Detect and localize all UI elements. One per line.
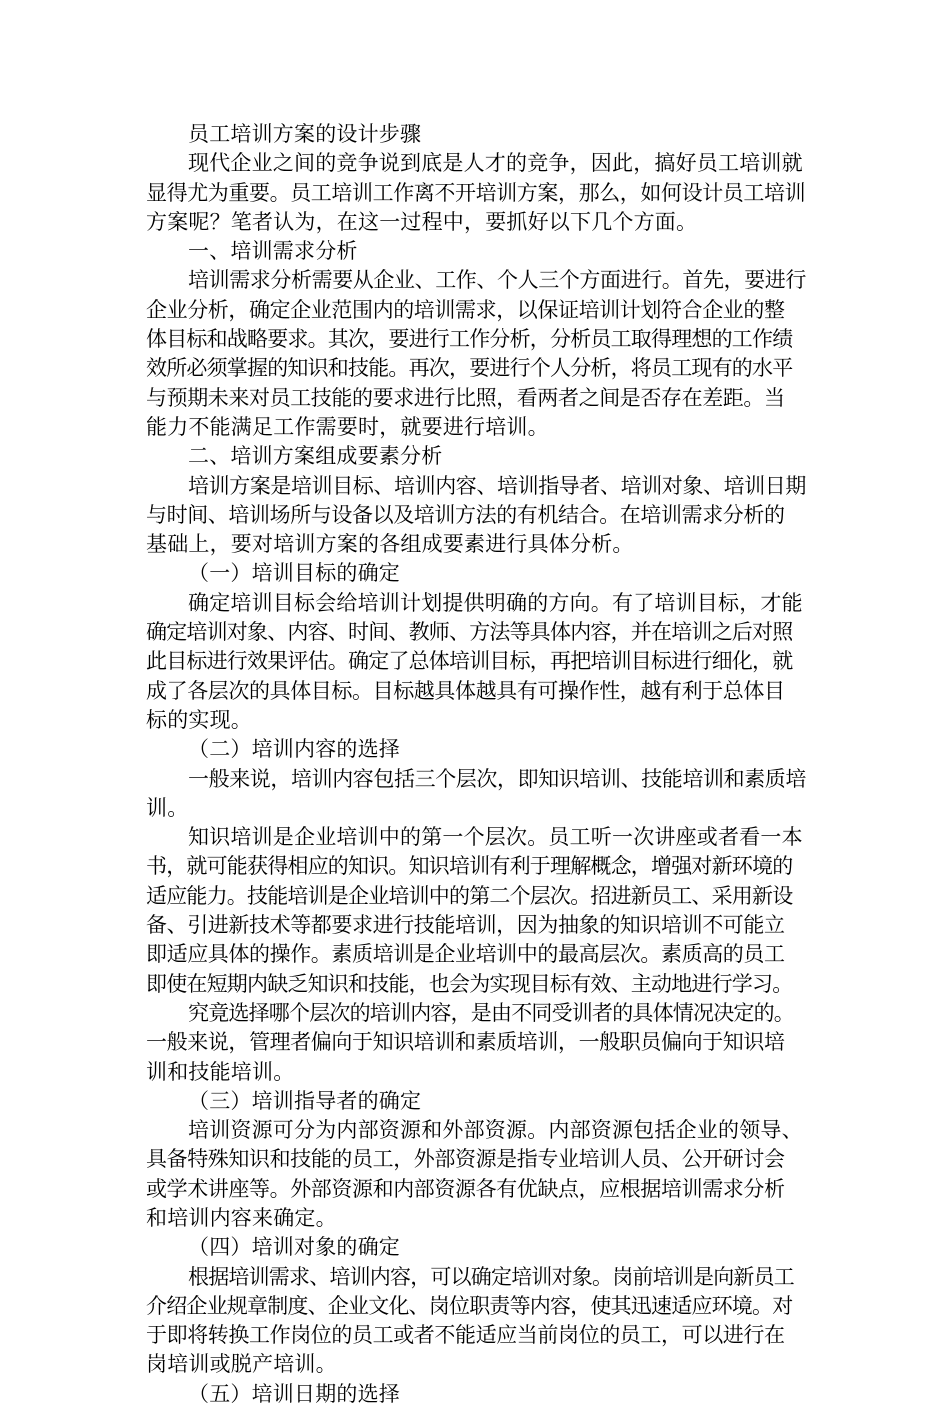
text-line: 训。: [146, 795, 189, 820]
text-line: 二、培训方案组成要素分析: [188, 444, 443, 469]
text-line: 显得尤为重要。员工培训工作离不开培训方案，那么，如何设计员工培训: [146, 180, 806, 205]
text-line: 效所必须掌握的知识和技能。再次，要进行个人分析，将员工现有的水平: [146, 356, 793, 381]
text-line: 培训方案是培训目标、培训内容、培训指导者、培训对象、培训日期: [188, 473, 806, 498]
text-line: （三）培训指导者的确定: [188, 1088, 422, 1113]
text-line: 确定培训目标会给培训计划提供明确的方向。有了培训目标，才能: [188, 590, 803, 615]
text-line: 即使在短期内缺乏知识和技能，也会为实现目标有效、主动地进行学习。: [146, 971, 793, 996]
text-line: 具备特殊知识和技能的员工，外部资源是指专业培训人员、公开研讨会: [146, 1147, 785, 1172]
text-line: 员工培训方案的设计步骤: [188, 122, 422, 146]
document-body: [146, 120, 810, 1409]
text-line: 即适应具体的操作。素质培训是企业培训中的最高层次。素质高的员工: [146, 942, 785, 967]
text-line: （一）培训目标的确定: [188, 561, 400, 586]
text-line: 适应能力。技能培训是企业培训中的第二个层次。招进新员工、采用新设: [146, 883, 793, 908]
text-line: 体目标和战略要求。其次，要进行工作分析，分析员工取得理想的工作绩: [146, 327, 793, 352]
text-line: 此目标进行效果评估。确定了总体培训目标，再把培训目标进行细化，就: [146, 649, 793, 674]
text-line: 或学术讲座等。外部资源和内部资源各有优缺点，应根据培训需求分析: [146, 1176, 785, 1201]
text-line: 于即将转换工作岗位的员工或者不能适应当前岗位的员工，可以进行在: [146, 1323, 785, 1348]
text-line: 一、培训需求分析: [188, 239, 358, 264]
text-line: 一般来说，管理者偏向于知识培训和素质培训，一般职员偏向于知识培: [146, 1030, 785, 1055]
text-line: 介绍企业规章制度、企业文化、岗位职责等内容，使其迅速适应环境。对: [146, 1293, 793, 1318]
text-line: 成了各层次的具体目标。目标越具体越具有可操作性，越有利于总体目: [146, 678, 785, 703]
text-line: 究竟选择哪个层次的培训内容，是由不同受训者的具体情况决定的。: [188, 1000, 794, 1025]
text-line: （四）培训对象的确定: [188, 1235, 400, 1260]
text-line: 方案呢？笔者认为，在这一过程中，要抓好以下几个方面。: [146, 209, 698, 234]
text-line: 书，就可能获得相应的知识。知识培训有利于理解概念，增强对新环境的: [146, 854, 793, 879]
text-line: 培训需求分析需要从企业、工作、个人三个方面进行。首先，要进行: [188, 268, 806, 293]
text-line: 知识培训是企业培训中的第一个层次。员工听一次讲座或者看一本: [188, 825, 803, 850]
text-line: 与预期未来对员工技能的要求进行比照，看两者之间是否存在差距。当: [146, 385, 785, 410]
text-line: 企业分析，确定企业范围内的培训需求，以保证培训计划符合企业的整: [146, 297, 785, 322]
text-line: 现代企业之间的竞争说到底是人才的竞争，因此，搞好员工培训就: [188, 151, 803, 176]
text-line: 基础上，要对培训方案的各组成要素进行具体分析。: [146, 532, 634, 557]
text-line: 备、引进新技术等都要求进行技能培训，因为抽象的知识培训不可能立: [146, 913, 785, 938]
text-line: 一般来说，培训内容包括三个层次，即知识培训、技能培训和素质培: [188, 766, 806, 791]
text-line: 训和技能培训。: [146, 1059, 295, 1084]
text-line: 培训资源可分为内部资源和外部资源。内部资源包括企业的领导、: [188, 1118, 803, 1143]
text-line: 确定培训对象、内容、时间、教师、方法等具体内容，并在培训之后对照: [146, 620, 793, 645]
text-line: 和培训内容来确定。: [146, 1205, 337, 1230]
text-line: 与时间、培训场所与设备以及培训方法的有机结合。在培训需求分析的: [146, 502, 785, 527]
text-line: 岗培训或脱产培训。: [146, 1352, 337, 1377]
text-line: （五）培训日期的选择: [188, 1381, 400, 1406]
text-line: （二）培训内容的选择: [188, 737, 400, 762]
text-line: 能力不能满足工作需要时，就要进行培训。: [146, 414, 549, 439]
text-line: 根据培训需求、培训内容，可以确定培训对象。岗前培训是向新员工: [188, 1264, 794, 1289]
text-line: 标的实现。: [146, 707, 252, 732]
